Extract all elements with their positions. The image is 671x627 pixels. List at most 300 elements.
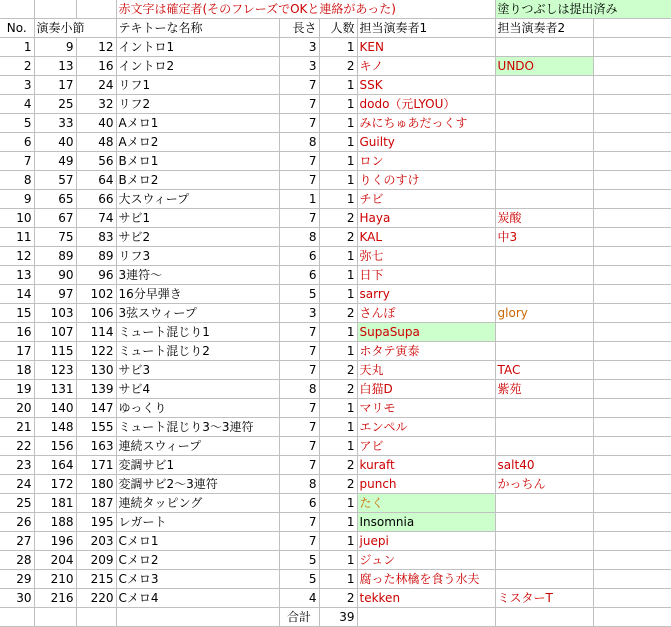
measure-end[interactable]: 102 xyxy=(76,285,116,304)
phrase-length[interactable]: 7 xyxy=(279,342,319,361)
cell[interactable] xyxy=(593,76,671,95)
measure-end[interactable]: 48 xyxy=(76,133,116,152)
player1[interactable]: マリモ xyxy=(357,399,495,418)
phrase-length[interactable]: 7 xyxy=(279,532,319,551)
phrase-name[interactable]: 3弦スウィープ xyxy=(116,304,279,323)
measure-end[interactable]: 163 xyxy=(76,437,116,456)
player2[interactable]: 中3 xyxy=(495,228,593,247)
cell[interactable] xyxy=(593,133,671,152)
cell[interactable] xyxy=(76,0,116,19)
row-no[interactable]: 11 xyxy=(0,228,34,247)
phrase-name[interactable]: Cメロ4 xyxy=(116,589,279,608)
measure-end[interactable]: 220 xyxy=(76,589,116,608)
measure-end[interactable]: 180 xyxy=(76,475,116,494)
measure-start[interactable]: 13 xyxy=(34,57,76,76)
measure-end[interactable]: 16 xyxy=(76,57,116,76)
player2[interactable] xyxy=(495,76,593,95)
measure-end[interactable]: 139 xyxy=(76,380,116,399)
cell[interactable] xyxy=(593,285,671,304)
phrase-length[interactable]: 5 xyxy=(279,551,319,570)
phrase-name[interactable]: イントロ1 xyxy=(116,38,279,57)
measure-start[interactable]: 140 xyxy=(34,399,76,418)
cell[interactable] xyxy=(593,399,671,418)
row-no[interactable]: 17 xyxy=(0,342,34,361)
player1[interactable]: KAL xyxy=(357,228,495,247)
cell[interactable] xyxy=(593,551,671,570)
player2[interactable] xyxy=(495,38,593,57)
phrase-length[interactable]: 5 xyxy=(279,570,319,589)
player-count[interactable]: 2 xyxy=(319,380,357,399)
player1[interactable]: りくのすけ xyxy=(357,171,495,190)
phrase-length[interactable]: 4 xyxy=(279,589,319,608)
total-label[interactable]: 合計 xyxy=(279,608,319,627)
player1[interactable]: 天丸 xyxy=(357,361,495,380)
player2[interactable]: UNDO xyxy=(495,57,593,76)
phrase-name[interactable]: ミュート混じり3～3連符 xyxy=(116,418,279,437)
player-count[interactable]: 1 xyxy=(319,38,357,57)
cell[interactable] xyxy=(593,475,671,494)
phrase-length[interactable]: 7 xyxy=(279,76,319,95)
row-no[interactable]: 29 xyxy=(0,570,34,589)
player2[interactable] xyxy=(495,323,593,342)
row-no[interactable]: 24 xyxy=(0,475,34,494)
player1[interactable]: ホタテ寅泰 xyxy=(357,342,495,361)
row-no[interactable]: 4 xyxy=(0,95,34,114)
measure-end[interactable]: 56 xyxy=(76,152,116,171)
player1[interactable]: dodo（元LYOU） xyxy=(357,95,495,114)
measure-end[interactable]: 24 xyxy=(76,76,116,95)
row-no[interactable]: 26 xyxy=(0,513,34,532)
cell[interactable] xyxy=(593,380,671,399)
cell[interactable] xyxy=(593,418,671,437)
cell[interactable] xyxy=(76,608,116,627)
note-submitted[interactable]: 塗りつぶしは提出済み xyxy=(495,0,671,19)
cell[interactable] xyxy=(593,608,671,627)
row-no[interactable]: 12 xyxy=(0,247,34,266)
measure-end[interactable]: 147 xyxy=(76,399,116,418)
cell[interactable] xyxy=(593,266,671,285)
measure-start[interactable]: 196 xyxy=(34,532,76,551)
cell[interactable] xyxy=(593,589,671,608)
cell[interactable] xyxy=(34,0,76,19)
player-count[interactable]: 1 xyxy=(319,190,357,209)
cell[interactable] xyxy=(593,304,671,323)
phrase-length[interactable]: 7 xyxy=(279,114,319,133)
header-name[interactable]: テキトーな名称 xyxy=(116,19,279,38)
cell[interactable] xyxy=(0,0,34,19)
phrase-length[interactable]: 7 xyxy=(279,171,319,190)
player1[interactable]: 弥七 xyxy=(357,247,495,266)
phrase-length[interactable]: 6 xyxy=(279,247,319,266)
row-no[interactable]: 28 xyxy=(0,551,34,570)
measure-start[interactable]: 75 xyxy=(34,228,76,247)
row-no[interactable]: 5 xyxy=(0,114,34,133)
row-no[interactable]: 20 xyxy=(0,399,34,418)
cell[interactable] xyxy=(593,19,671,38)
player2[interactable] xyxy=(495,95,593,114)
player1[interactable]: juepi xyxy=(357,532,495,551)
table-row xyxy=(0,228,671,247)
phrase-length[interactable]: 3 xyxy=(279,57,319,76)
cell[interactable] xyxy=(593,152,671,171)
phrase-name[interactable]: イントロ2 xyxy=(116,57,279,76)
measure-end[interactable]: 12 xyxy=(76,38,116,57)
phrase-name[interactable]: Bメロ1 xyxy=(116,152,279,171)
player1[interactable]: 腐った林檎を食う水夫 xyxy=(357,570,495,589)
phrase-name[interactable]: Cメロ3 xyxy=(116,570,279,589)
player2[interactable]: かっちん xyxy=(495,475,593,494)
phrase-name[interactable]: リフ3 xyxy=(116,247,279,266)
cell[interactable] xyxy=(593,171,671,190)
cell[interactable] xyxy=(593,513,671,532)
measure-start[interactable]: 67 xyxy=(34,209,76,228)
row-no[interactable]: 10 xyxy=(0,209,34,228)
measure-start[interactable]: 188 xyxy=(34,513,76,532)
phrase-name[interactable]: Aメロ1 xyxy=(116,114,279,133)
measure-start[interactable]: 33 xyxy=(34,114,76,133)
player-count[interactable]: 1 xyxy=(319,114,357,133)
row-no[interactable]: 14 xyxy=(0,285,34,304)
measure-start[interactable]: 210 xyxy=(34,570,76,589)
measure-start[interactable]: 148 xyxy=(34,418,76,437)
player1[interactable]: KEN xyxy=(357,38,495,57)
phrase-name[interactable]: 連続スウィープ xyxy=(116,437,279,456)
player2[interactable] xyxy=(495,266,593,285)
player2[interactable] xyxy=(495,513,593,532)
player-count[interactable]: 1 xyxy=(319,133,357,152)
player2[interactable] xyxy=(495,570,593,589)
phrase-name[interactable]: サビ1 xyxy=(116,209,279,228)
measure-end[interactable]: 122 xyxy=(76,342,116,361)
phrase-name[interactable]: ミュート混じり2 xyxy=(116,342,279,361)
player-count[interactable]: 1 xyxy=(319,437,357,456)
phrase-length[interactable]: 5 xyxy=(279,285,319,304)
player-count[interactable]: 2 xyxy=(319,456,357,475)
player-count[interactable]: 1 xyxy=(319,76,357,95)
measure-start[interactable]: 57 xyxy=(34,171,76,190)
measure-end[interactable]: 171 xyxy=(76,456,116,475)
player1[interactable]: チビ xyxy=(357,190,495,209)
cell[interactable] xyxy=(593,38,671,57)
measure-start[interactable]: 65 xyxy=(34,190,76,209)
row-no[interactable]: 25 xyxy=(0,494,34,513)
measure-end[interactable]: 187 xyxy=(76,494,116,513)
row-no[interactable]: 1 xyxy=(0,38,34,57)
player2[interactable] xyxy=(495,247,593,266)
player2[interactable] xyxy=(495,551,593,570)
player-count[interactable]: 1 xyxy=(319,323,357,342)
player-count[interactable]: 2 xyxy=(319,228,357,247)
phrase-name[interactable]: 変調サビ2～3連符 xyxy=(116,475,279,494)
phrase-name[interactable]: リフ2 xyxy=(116,95,279,114)
cell[interactable] xyxy=(357,608,495,627)
measure-start[interactable]: 89 xyxy=(34,247,76,266)
player2[interactable] xyxy=(495,418,593,437)
player-count[interactable]: 1 xyxy=(319,285,357,304)
phrase-length[interactable]: 3 xyxy=(279,38,319,57)
cell[interactable] xyxy=(593,247,671,266)
player1[interactable]: Haya xyxy=(357,209,495,228)
cell[interactable] xyxy=(593,228,671,247)
measure-end[interactable]: 155 xyxy=(76,418,116,437)
phrase-name[interactable]: Cメロ1 xyxy=(116,532,279,551)
player1[interactable]: みにちゅあだっくす xyxy=(357,114,495,133)
row-no[interactable]: 23 xyxy=(0,456,34,475)
player1[interactable]: 白猫D xyxy=(357,380,495,399)
phrase-length[interactable]: 7 xyxy=(279,361,319,380)
header-measures[interactable]: 演奏小節 xyxy=(34,19,116,38)
player1[interactable]: キノ xyxy=(357,57,495,76)
total-value[interactable]: 39 xyxy=(319,608,357,627)
measure-end[interactable]: 215 xyxy=(76,570,116,589)
measure-start[interactable]: 103 xyxy=(34,304,76,323)
table-row xyxy=(0,456,671,475)
table-row xyxy=(0,266,671,285)
cell[interactable] xyxy=(593,323,671,342)
table-row xyxy=(0,304,671,323)
measure-end[interactable]: 130 xyxy=(76,361,116,380)
measure-end[interactable]: 96 xyxy=(76,266,116,285)
header-player1[interactable]: 担当演奏者1 xyxy=(357,19,495,38)
measure-start[interactable]: 123 xyxy=(34,361,76,380)
row-no[interactable]: 6 xyxy=(0,133,34,152)
player-count[interactable]: 2 xyxy=(319,475,357,494)
measure-start[interactable]: 107 xyxy=(34,323,76,342)
cell[interactable] xyxy=(593,114,671,133)
player-count[interactable]: 2 xyxy=(319,209,357,228)
player1[interactable]: SupaSupa xyxy=(357,323,495,342)
row-no[interactable]: 22 xyxy=(0,437,34,456)
row-no[interactable]: 3 xyxy=(0,76,34,95)
header-player2[interactable]: 担当演奏者2 xyxy=(495,19,593,38)
player1[interactable]: エンペル xyxy=(357,418,495,437)
cell[interactable] xyxy=(593,532,671,551)
header-no[interactable]: No. xyxy=(0,19,34,38)
cell[interactable] xyxy=(593,209,671,228)
measure-end[interactable]: 195 xyxy=(76,513,116,532)
measure-end[interactable]: 74 xyxy=(76,209,116,228)
measure-start[interactable]: 216 xyxy=(34,589,76,608)
player2[interactable]: 紫苑 xyxy=(495,380,593,399)
phrase-name[interactable]: サビ2 xyxy=(116,228,279,247)
measure-end[interactable]: 106 xyxy=(76,304,116,323)
cell[interactable] xyxy=(593,95,671,114)
row-no[interactable]: 30 xyxy=(0,589,34,608)
cell[interactable] xyxy=(0,608,34,627)
phrase-length[interactable]: 6 xyxy=(279,266,319,285)
player-count[interactable]: 2 xyxy=(319,361,357,380)
player-count[interactable]: 1 xyxy=(319,247,357,266)
row-no[interactable]: 18 xyxy=(0,361,34,380)
measure-end[interactable]: 64 xyxy=(76,171,116,190)
measure-end[interactable]: 83 xyxy=(76,228,116,247)
row-no[interactable]: 8 xyxy=(0,171,34,190)
player1[interactable]: Insomnia xyxy=(357,513,495,532)
player-count[interactable]: 1 xyxy=(319,513,357,532)
table-row xyxy=(0,247,671,266)
phrase-name[interactable]: 変調サビ1 xyxy=(116,456,279,475)
cell[interactable] xyxy=(116,608,279,627)
player2[interactable]: TAC xyxy=(495,361,593,380)
player2[interactable] xyxy=(495,494,593,513)
measure-start[interactable]: 164 xyxy=(34,456,76,475)
player-count[interactable]: 2 xyxy=(319,57,357,76)
table-row xyxy=(0,513,671,532)
player1[interactable]: tekken xyxy=(357,589,495,608)
phrase-length[interactable]: 7 xyxy=(279,95,319,114)
phrase-length[interactable]: 8 xyxy=(279,380,319,399)
cell[interactable] xyxy=(593,456,671,475)
player2[interactable] xyxy=(495,399,593,418)
phrase-name[interactable]: 16分早弾き xyxy=(116,285,279,304)
player-count[interactable]: 1 xyxy=(319,171,357,190)
phrase-length[interactable]: 7 xyxy=(279,399,319,418)
player1[interactable]: 日下 xyxy=(357,266,495,285)
player-count[interactable]: 1 xyxy=(319,342,357,361)
player-count[interactable]: 1 xyxy=(319,399,357,418)
phrase-name[interactable]: ミュート混じり1 xyxy=(116,323,279,342)
row-no[interactable]: 13 xyxy=(0,266,34,285)
player1[interactable]: kuraft xyxy=(357,456,495,475)
measure-start[interactable]: 25 xyxy=(34,95,76,114)
player-count[interactable]: 1 xyxy=(319,532,357,551)
cell[interactable] xyxy=(495,608,593,627)
measure-end[interactable]: 114 xyxy=(76,323,116,342)
phrase-length[interactable]: 3 xyxy=(279,304,319,323)
phrase-length[interactable]: 8 xyxy=(279,228,319,247)
player2[interactable] xyxy=(495,152,593,171)
phrase-name[interactable]: サビ4 xyxy=(116,380,279,399)
player2[interactable]: glory xyxy=(495,304,593,323)
player2[interactable] xyxy=(495,190,593,209)
phrase-length[interactable]: 7 xyxy=(279,456,319,475)
player-count[interactable]: 1 xyxy=(319,570,357,589)
phrase-length[interactable]: 1 xyxy=(279,190,319,209)
phrase-name[interactable]: Cメロ2 xyxy=(116,551,279,570)
player2[interactable]: salt40 xyxy=(495,456,593,475)
player-count[interactable]: 1 xyxy=(319,152,357,171)
cell[interactable] xyxy=(593,57,671,76)
measure-end[interactable]: 203 xyxy=(76,532,116,551)
phrase-length[interactable]: 7 xyxy=(279,437,319,456)
measure-start[interactable]: 40 xyxy=(34,133,76,152)
player-count[interactable]: 1 xyxy=(319,551,357,570)
measure-end[interactable]: 32 xyxy=(76,95,116,114)
phrase-length[interactable]: 8 xyxy=(279,133,319,152)
phrase-length[interactable]: 6 xyxy=(279,494,319,513)
player2[interactable] xyxy=(495,133,593,152)
phrase-length[interactable]: 8 xyxy=(279,475,319,494)
player2[interactable] xyxy=(495,171,593,190)
cell[interactable] xyxy=(593,190,671,209)
player1[interactable]: ジュン xyxy=(357,551,495,570)
measure-start[interactable]: 115 xyxy=(34,342,76,361)
row-no[interactable]: 9 xyxy=(0,190,34,209)
measure-end[interactable]: 209 xyxy=(76,551,116,570)
row-no[interactable]: 19 xyxy=(0,380,34,399)
phrase-length[interactable]: 7 xyxy=(279,152,319,171)
measure-end[interactable]: 66 xyxy=(76,190,116,209)
cell[interactable] xyxy=(593,437,671,456)
player2[interactable] xyxy=(495,342,593,361)
measure-start[interactable]: 181 xyxy=(34,494,76,513)
player1[interactable]: sarry xyxy=(357,285,495,304)
header-length[interactable]: 長さ xyxy=(279,19,319,38)
player-count[interactable]: 1 xyxy=(319,95,357,114)
table-row xyxy=(0,399,671,418)
cell[interactable] xyxy=(593,570,671,589)
cell[interactable] xyxy=(593,361,671,380)
phrase-name[interactable]: ゆっくり xyxy=(116,399,279,418)
player1[interactable]: さんぽ xyxy=(357,304,495,323)
phrase-name[interactable]: Bメロ2 xyxy=(116,171,279,190)
measure-start[interactable]: 17 xyxy=(34,76,76,95)
phrase-length[interactable]: 7 xyxy=(279,513,319,532)
player2[interactable] xyxy=(495,532,593,551)
row-no[interactable]: 2 xyxy=(0,57,34,76)
player2[interactable]: 炭酸 xyxy=(495,209,593,228)
phrase-name[interactable]: 大スウィープ xyxy=(116,190,279,209)
measure-end[interactable]: 89 xyxy=(76,247,116,266)
row-no[interactable]: 15 xyxy=(0,304,34,323)
player2[interactable] xyxy=(495,285,593,304)
measure-start[interactable]: 204 xyxy=(34,551,76,570)
player2[interactable] xyxy=(495,437,593,456)
measure-start[interactable]: 156 xyxy=(34,437,76,456)
player1[interactable]: たく xyxy=(357,494,495,513)
table-row xyxy=(0,437,671,456)
player1[interactable]: ロン xyxy=(357,152,495,171)
player1[interactable]: punch xyxy=(357,475,495,494)
player1[interactable]: アビ xyxy=(357,437,495,456)
player-count[interactable]: 2 xyxy=(319,304,357,323)
player-count[interactable]: 1 xyxy=(319,418,357,437)
phrase-name[interactable]: サビ3 xyxy=(116,361,279,380)
player-count[interactable]: 2 xyxy=(319,589,357,608)
phrase-name[interactable]: 3連符～ xyxy=(116,266,279,285)
phrase-length[interactable]: 7 xyxy=(279,323,319,342)
note-confirmed[interactable]: 赤文字は確定者(そのフレーズでOKと連絡があった) xyxy=(116,0,495,19)
phrase-name[interactable]: リフ1 xyxy=(116,76,279,95)
measure-start[interactable]: 97 xyxy=(34,285,76,304)
measure-start[interactable]: 172 xyxy=(34,475,76,494)
cell[interactable] xyxy=(34,608,76,627)
phrase-name[interactable]: Aメロ2 xyxy=(116,133,279,152)
row-no[interactable]: 16 xyxy=(0,323,34,342)
phrase-length[interactable]: 7 xyxy=(279,209,319,228)
row-no[interactable]: 21 xyxy=(0,418,34,437)
cell[interactable] xyxy=(593,342,671,361)
player1[interactable]: SSK xyxy=(357,76,495,95)
phrase-length[interactable]: 7 xyxy=(279,418,319,437)
header-count[interactable]: 人数 xyxy=(319,19,357,38)
measure-start[interactable]: 9 xyxy=(34,38,76,57)
measure-end[interactable]: 40 xyxy=(76,114,116,133)
player-count[interactable]: 1 xyxy=(319,494,357,513)
measure-start[interactable]: 49 xyxy=(34,152,76,171)
phrase-name[interactable]: レガート xyxy=(116,513,279,532)
cell[interactable] xyxy=(593,494,671,513)
player2[interactable]: ミスターT xyxy=(495,589,593,608)
player1[interactable]: Guilty xyxy=(357,133,495,152)
phrase-name[interactable]: 連続タッピング xyxy=(116,494,279,513)
measure-start[interactable]: 90 xyxy=(34,266,76,285)
measure-start[interactable]: 131 xyxy=(34,380,76,399)
row-no[interactable]: 27 xyxy=(0,532,34,551)
row-no[interactable]: 7 xyxy=(0,152,34,171)
player2[interactable] xyxy=(495,114,593,133)
player-count[interactable]: 1 xyxy=(319,266,357,285)
